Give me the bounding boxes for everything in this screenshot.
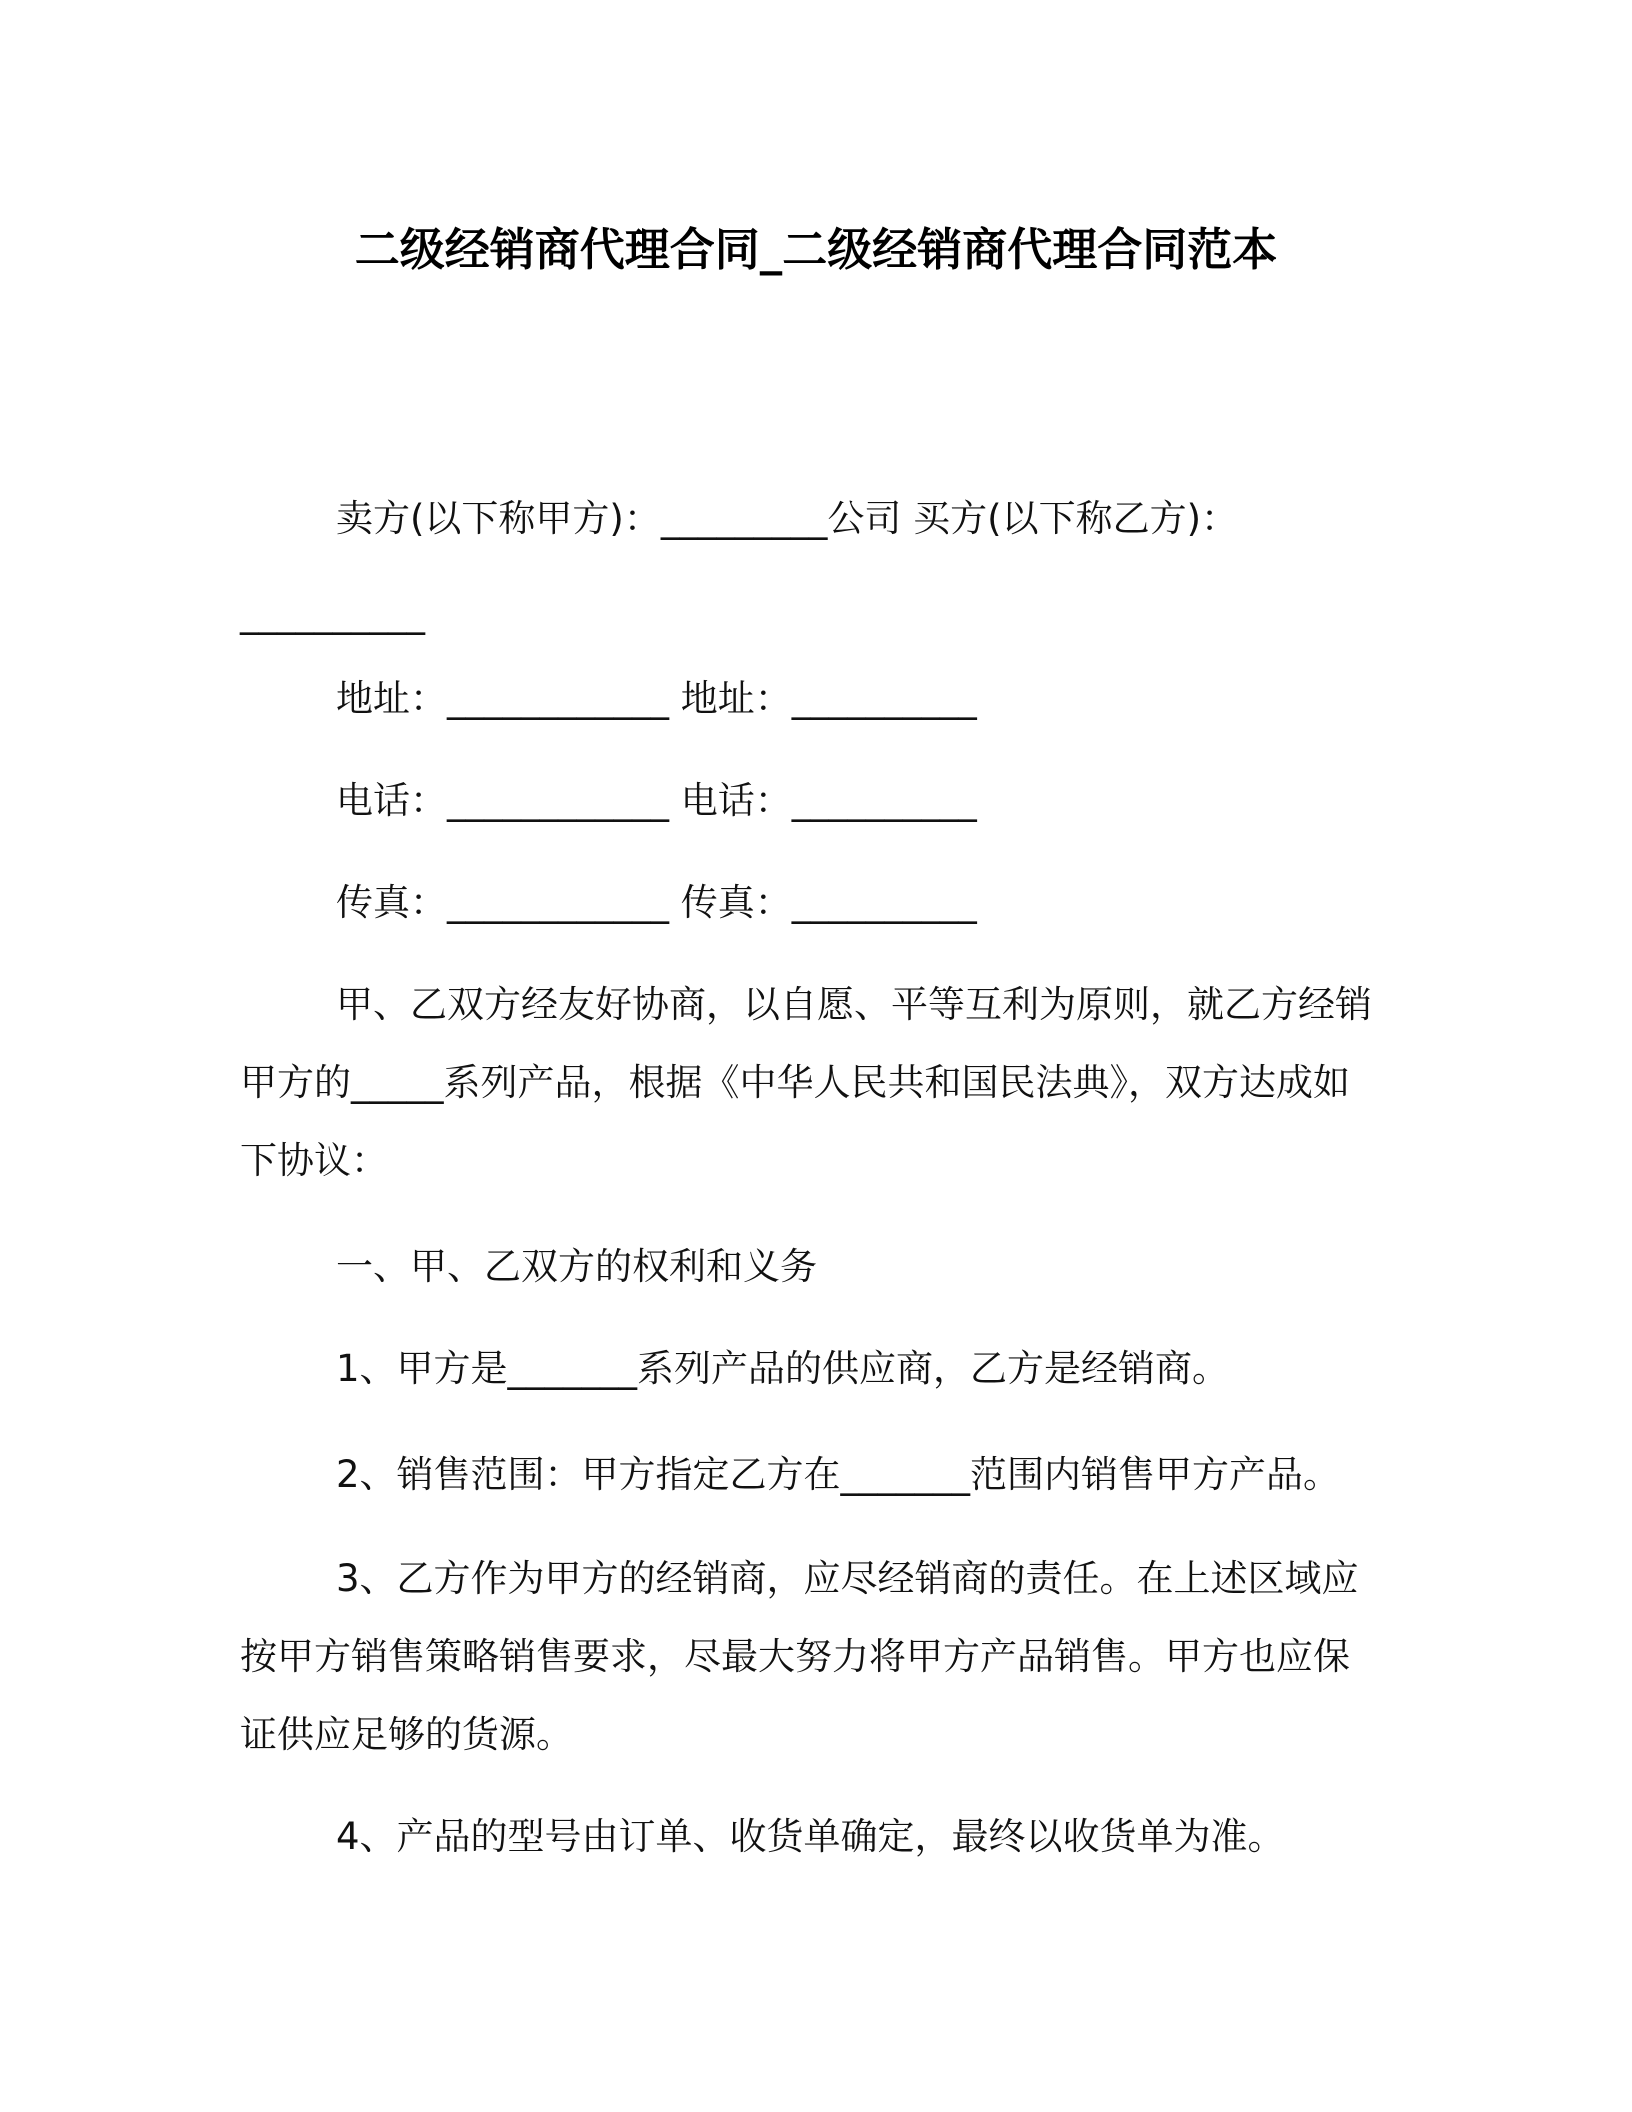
clause-2 [240, 1436, 1400, 1514]
clause-3-line-2: 按甲方销售策略销售要求，尽最大努力将甲方产品销售。甲方也应保 [240, 1635, 1350, 1678]
preamble-line-3: 下协议： [240, 1139, 388, 1182]
phone-text: 电话：____________ 电话：__________ [336, 779, 977, 822]
document-title: 二级经销商代理合同_二级经销商代理合同范本 [354, 223, 1278, 276]
preamble-line-1: 甲、乙双方经友好协商，以自愿、平等互利为原则，就乙方经销 [336, 983, 1372, 1026]
address-text: 地址：____________ 地址：__________ [336, 677, 977, 720]
clause-1 [240, 1330, 1400, 1408]
section-1-heading: 一、甲、乙双方的权利和义务 [336, 1245, 817, 1288]
preamble-paragraph [240, 966, 1400, 1200]
clause-2-text: 2、销售范围：甲方指定乙方在_______范围内销售甲方产品。 [336, 1453, 1341, 1496]
parties-line-1: 卖方(以下称甲方)：_________公司 买方(以下称乙方)： [336, 497, 1239, 540]
clause-3-line-1: 3、乙方作为甲方的经销商，应尽经销商的责任。在上述区域应 [336, 1557, 1359, 1600]
parties-paragraph-continued [240, 575, 1400, 653]
preamble-line-2: 甲方的_____系列产品，根据《中华人民共和国民法典》，双方达成如 [240, 1061, 1350, 1104]
parties-paragraph [240, 480, 1400, 558]
clause-3 [240, 1540, 1400, 1774]
clause-1-text: 1、甲方是_______系列产品的供应商，乙方是经销商。 [336, 1347, 1230, 1390]
fax-text: 传真：____________ 传真：__________ [336, 881, 977, 924]
address-line [240, 660, 1400, 738]
clause-4-text: 4、产品的型号由订单、收货单确定，最终以收货单为准。 [336, 1815, 1285, 1858]
section-heading [240, 1228, 1400, 1306]
fax-line [240, 864, 1400, 942]
clause-4 [240, 1798, 1400, 1876]
parties-line-2: __________ [240, 592, 425, 635]
phone-line [240, 762, 1400, 840]
clause-3-line-3: 证供应足够的货源。 [240, 1713, 573, 1756]
